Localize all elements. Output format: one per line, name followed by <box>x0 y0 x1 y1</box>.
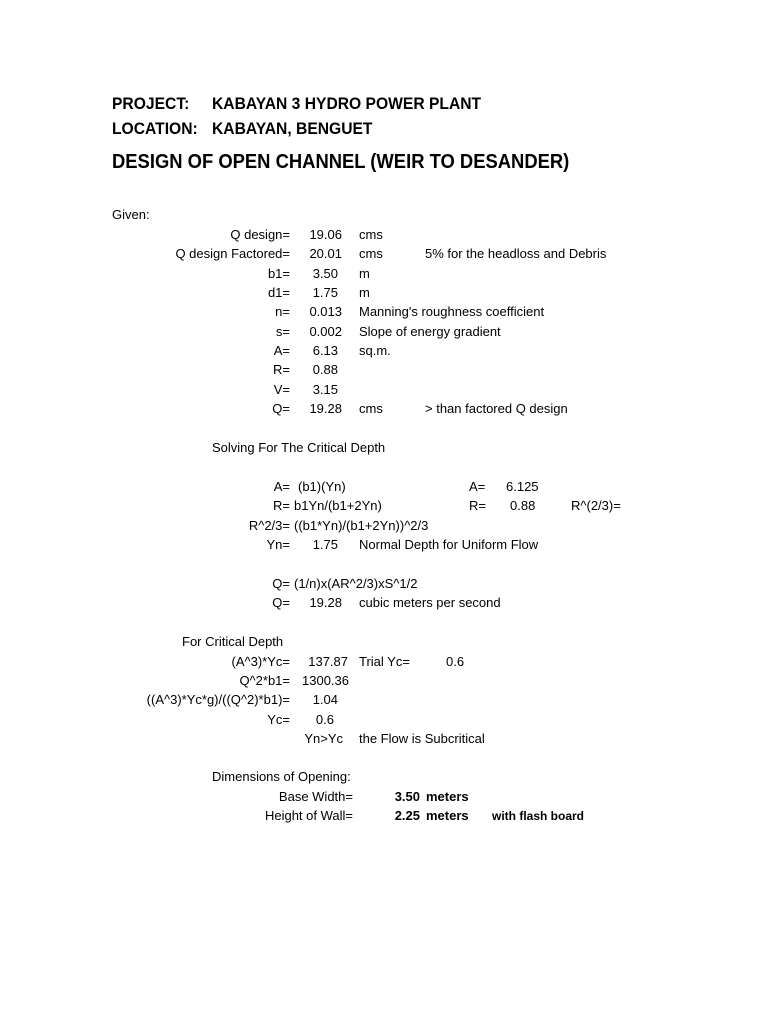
wall-height-note: with flash board <box>492 809 585 823</box>
opening-heading: Dimensions of Opening: <box>212 769 351 784</box>
given-row-label: V= <box>273 382 290 397</box>
discharge-value: 19.28 <box>309 595 342 610</box>
given-row-label: A= <box>273 343 290 358</box>
location-label: LOCATION: <box>112 119 198 138</box>
base-width-unit: meters <box>426 789 469 804</box>
radius-formula: b1Yn/(b1+2Yn) <box>294 498 382 513</box>
crit-depth-heading: For Critical Depth <box>182 634 284 649</box>
discharge-formula-label: Q= <box>272 576 290 591</box>
given-row-unit: sq.m. <box>359 343 391 358</box>
q2b1-label: Q^2*b1= <box>239 673 290 688</box>
project-value: KABAYAN 3 HYDRO POWER PLANT <box>212 94 482 113</box>
given-row-unit: m <box>359 266 370 281</box>
q2b1-value: 1300.36 <box>302 673 349 688</box>
given-label: Given: <box>112 207 150 222</box>
discharge-formula: (1/n)x(AR^2/3)xS^1/2 <box>294 576 418 591</box>
area-label: A= <box>273 479 290 494</box>
given-row-value: 1.75 <box>312 285 338 300</box>
given-row-value: 0.88 <box>312 362 338 377</box>
depth-comparison: Yn>Yc <box>304 731 343 746</box>
given-row-label: b1= <box>267 266 290 281</box>
given-row-value: 19.06 <box>309 227 342 242</box>
given-row-unit: Slope of energy gradient <box>359 324 501 339</box>
area-label-2: A= <box>469 479 486 494</box>
radius-label: R= <box>273 498 290 513</box>
normal-depth-label: Yn= <box>266 537 290 552</box>
flow-type-note: the Flow is Subcritical <box>359 731 485 746</box>
given-row-unit: cms <box>359 227 383 242</box>
given-row-value: 19.28 <box>309 401 342 416</box>
project-label: PROJECT: <box>112 94 190 113</box>
given-row-value: 0.013 <box>309 304 342 319</box>
ratio-value: 1.04 <box>312 692 338 707</box>
discharge-label: Q= <box>272 595 290 610</box>
given-row-label: s= <box>275 324 290 339</box>
trial-yc-value: 0.6 <box>446 654 465 669</box>
base-width-value: 3.50 <box>394 789 420 804</box>
wall-height-unit: meters <box>426 808 469 823</box>
area-formula: (b1)(Yn) <box>298 479 346 494</box>
given-row-label: Q= <box>272 401 290 416</box>
given-row-label: n= <box>275 304 290 319</box>
radius-23-label: R^2/3= <box>248 518 290 533</box>
given-row-label: d1= <box>267 285 290 300</box>
radius-23-side-label: R^(2/3)= <box>571 498 621 513</box>
critical-depth-label: Yc= <box>267 712 290 727</box>
given-row-unit: m <box>359 285 370 300</box>
critical-depth-value: 0.6 <box>315 712 334 727</box>
base-width-label: Base Width= <box>278 789 353 804</box>
ratio-label: ((A^3)*Yc*g)/((Q^2)*b1)= <box>146 692 290 707</box>
given-row-unit: cms <box>359 246 383 261</box>
given-row-label: R= <box>273 362 290 377</box>
a3yc-value: 137.87 <box>308 654 348 669</box>
given-row-value: 0.002 <box>309 324 342 339</box>
discharge-unit: cubic meters per second <box>359 595 501 610</box>
normal-depth-value: 1.75 <box>312 537 338 552</box>
location-value: KABAYAN, BENGUET <box>212 119 373 138</box>
given-row-label: Q design Factored= <box>175 246 290 261</box>
given-row-value: 3.50 <box>312 266 338 281</box>
radius-23-formula: ((b1*Yn)/(b1+2Yn))^2/3 <box>294 518 429 533</box>
given-row-value: 6.13 <box>312 343 338 358</box>
given-row-note: 5% for the headloss and Debris <box>425 246 607 261</box>
given-row-value: 20.01 <box>309 246 342 261</box>
radius-label-2: R= <box>469 498 486 513</box>
given-row-unit: Manning's roughness coefficient <box>359 304 545 319</box>
wall-height-value: 2.25 <box>394 808 420 823</box>
given-row-note: > than factored Q design <box>425 401 568 416</box>
page-title: DESIGN OF OPEN CHANNEL (WEIR TO DESANDER) <box>112 151 570 173</box>
wall-height-label: Height of Wall= <box>264 808 353 823</box>
given-row-value: 3.15 <box>312 382 338 397</box>
given-row-unit: cms <box>359 401 383 416</box>
area-value: 6.125 <box>506 479 539 494</box>
normal-depth-note: Normal Depth for Uniform Flow <box>359 537 539 552</box>
trial-yc-label: Trial Yc= <box>359 654 410 669</box>
a3yc-label: (A^3)*Yc= <box>231 654 290 669</box>
given-row-label: Q design= <box>230 227 290 242</box>
critical-heading: Solving For The Critical Depth <box>212 440 386 455</box>
radius-value: 0.88 <box>510 498 536 513</box>
